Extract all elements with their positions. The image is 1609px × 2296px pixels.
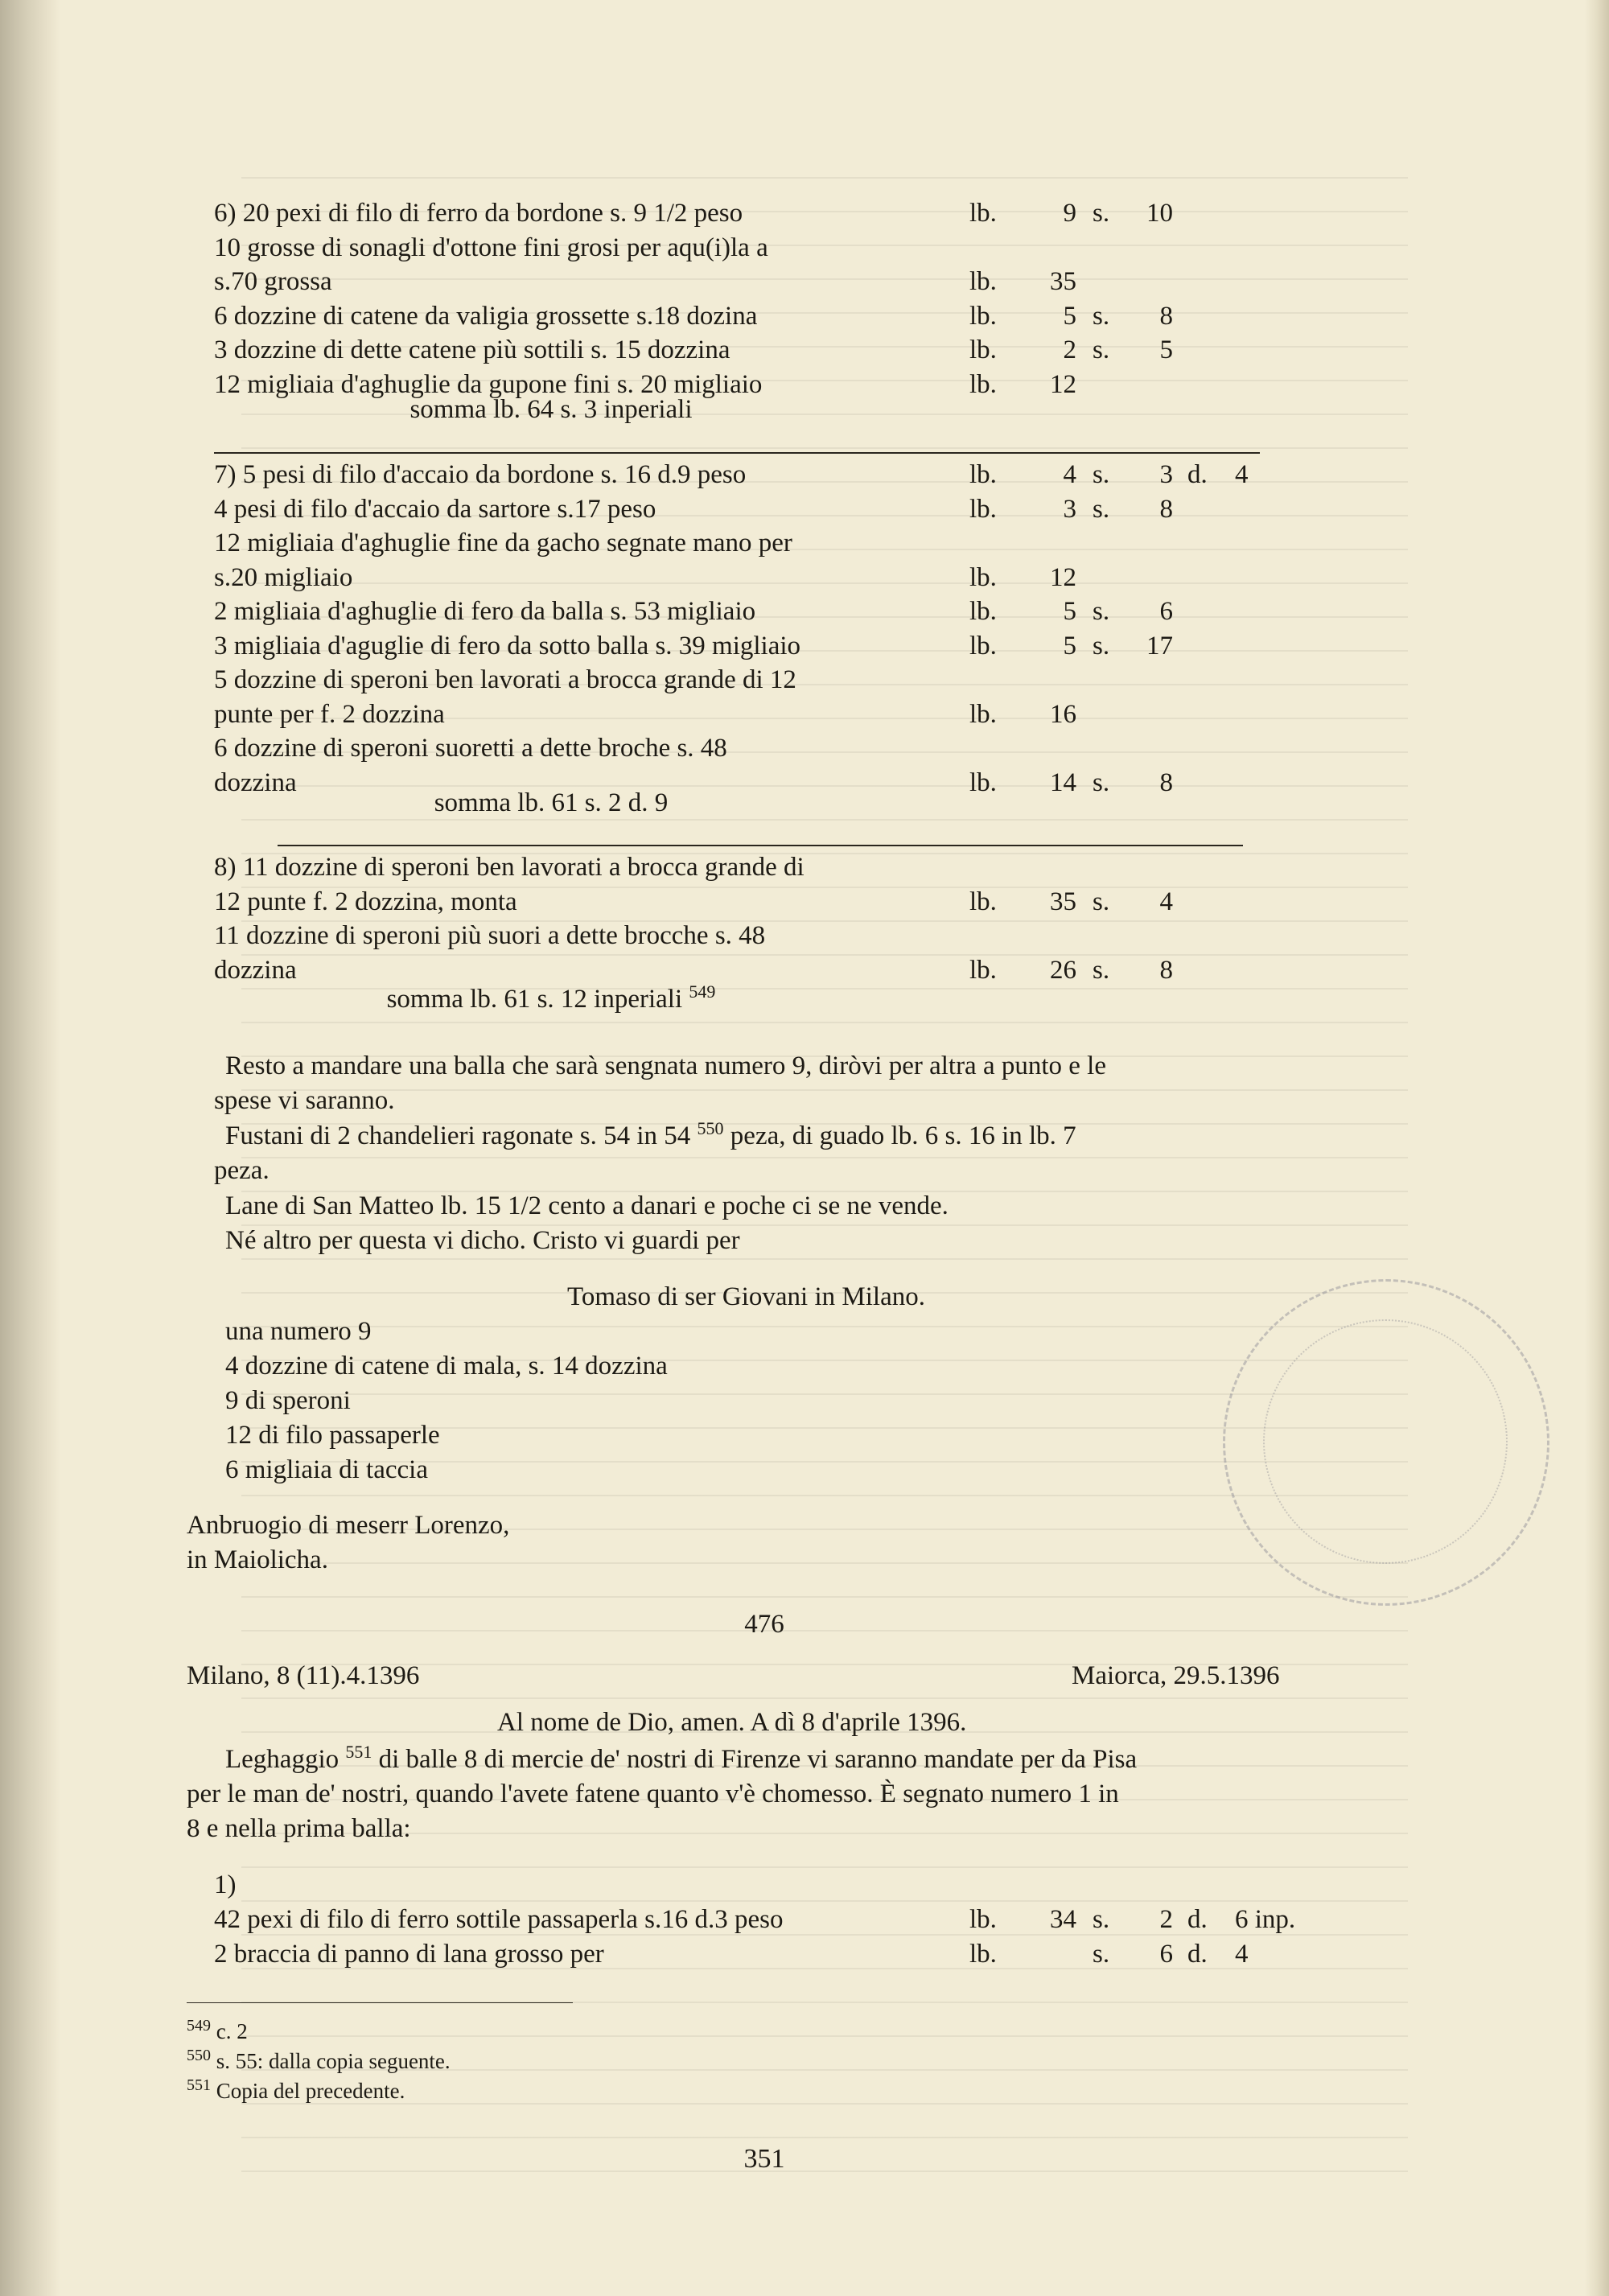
ledger-lire-value: 4 [1063, 460, 1076, 489]
ledger-lire-value: 5 [1063, 597, 1076, 626]
ledger-denari-value: 6 inp. [1235, 1905, 1296, 1934]
ledger-soldi-value: 2 [1159, 1905, 1173, 1934]
ledger-item-text: 12 migliaia d'aghuglie fine da gacho segnate mano per [214, 529, 792, 558]
ledger-soldi-value: 10 [1146, 199, 1173, 228]
ledger-item-text: 7) 5 pesi di filo d'accaio da bordone s. 16 d.9 peso [214, 460, 747, 489]
ledger-lire-value: 12 [1050, 369, 1076, 399]
enclosure-line: 6 migliaia di taccia [225, 1455, 428, 1484]
ledger-lb-label: lb. [969, 267, 997, 296]
ledger-row [0, 1937, 1529, 1971]
ledger-item-text: 6 dozzine di catene da valigia grossette s.18 dozina [214, 301, 758, 331]
ledger-soldi-value: 3 [1159, 460, 1173, 489]
ledger-row [0, 919, 1529, 953]
ledger-lb-label: lb. [969, 369, 997, 399]
ledger-lb-label: lb. [969, 955, 997, 985]
ledger-denari-value: 4 [1235, 460, 1249, 489]
ledger-item-text: s.70 grossa [214, 267, 332, 296]
ledger-item-text: 2 migliaia d'aghuglie di fero da balla s. 53 migliaio [214, 597, 756, 626]
ledger-row [0, 850, 1529, 884]
item-label: 1) [214, 1870, 237, 1899]
ledger-lire-value: 5 [1063, 631, 1076, 660]
ledger-s-label: s. [1093, 631, 1110, 660]
ledger-s-label: s. [1093, 955, 1110, 985]
ledger-lb-label: lb. [969, 301, 997, 331]
ledger-row [0, 196, 1529, 230]
ledger-item-text: 3 dozzine di dette catene più sottili s. 15 dozzina [214, 335, 730, 364]
ledger-soldi-value: 17 [1146, 631, 1173, 660]
ledger-row [0, 265, 1529, 298]
enclosure-line: 12 di filo passaperle [225, 1421, 440, 1450]
ledger-lire-value: 3 [1063, 494, 1076, 524]
section-7-total: somma lb. 61 s. 2 d. 9 [434, 788, 669, 817]
ledger-soldi-value: 5 [1159, 335, 1173, 364]
letter-body-line: per le man de' nostri, quando l'avete fatene quanto v'è chomesso. È segnato numero 1 in [187, 1780, 1119, 1808]
ledger-item-text: dozzina [214, 767, 297, 797]
enclosure-line: una numero 9 [225, 1317, 372, 1346]
section-6-total: somma lb. 64 s. 3 inperiali [409, 395, 693, 424]
letter-opening: Al nome de Dio, amen. A dì 8 d'aprile 1396. [497, 1708, 967, 1737]
section-8-total-text: somma lb. 61 s. 12 inperiali [386, 985, 683, 1014]
section-divider [214, 452, 1260, 454]
ledger-lb-label: lb. [969, 887, 997, 916]
ledger-soldi-value: 8 [1159, 301, 1173, 331]
ledger-lire-value: 2 [1063, 335, 1076, 364]
ledger-item-text: 42 pexi di filo di ferro sottile passaperla s.16 d.3 peso [214, 1905, 784, 1934]
ledger-lire-value: 16 [1050, 699, 1076, 729]
ledger-s-label: s. [1093, 887, 1110, 916]
footnote-ref[interactable]: 549 [689, 981, 716, 1002]
ledger-soldi-value: 8 [1159, 955, 1173, 985]
letter-signature: Tomaso di ser Giovani in Milano. [567, 1282, 925, 1311]
footnote-text: s. 55: dalla copia seguente. [216, 2049, 451, 2073]
ledger-row [0, 333, 1529, 367]
ledger-denari-value: 4 [1235, 1940, 1249, 1969]
ledger-row [0, 731, 1529, 765]
footnote-number: 551 [187, 2076, 211, 2094]
ledger-lire-value: 12 [1050, 562, 1076, 592]
ledger-lb-label: lb. [969, 1940, 997, 1969]
ledger-row [0, 231, 1529, 265]
ledger-lb-label: lb. [969, 199, 997, 228]
ledger-row [0, 526, 1529, 560]
letter-text: di balle 8 di mercie de' nostri di Firenze vi saranno mandate per da Pisa [378, 1745, 1138, 1774]
ledger-row [0, 561, 1529, 595]
ledger-item-text: 11 dozzine di speroni più suori a dette brocche s. 48 [214, 921, 766, 950]
ledger-row [0, 595, 1529, 628]
ledger-d-label: d. [1187, 1940, 1208, 1969]
ledger-lb-label: lb. [969, 631, 997, 660]
ledger-item-text: 10 grosse di sonagli d'ottone fini grosi per aqu(i)la a [214, 232, 768, 262]
address-line: Anbruogio di meserr Lorenzo, [187, 1511, 510, 1540]
ledger-item-text: 5 dozzine di speroni ben lavorati a brocca grande di 12 [214, 665, 796, 694]
ledger-lb-label: lb. [969, 597, 997, 626]
footnote-text: c. 2 [216, 2019, 248, 2043]
ledger-lb-label: lb. [969, 699, 997, 729]
ledger-lb-label: lb. [969, 562, 997, 592]
ledger-item-text: 6 dozzine di speroni suoretti a dette broche s. 48 [214, 734, 727, 763]
ledger-item-text: punte per f. 2 dozzina [214, 699, 445, 729]
ledger-soldi-value: 6 [1159, 1940, 1173, 1969]
ledger-lire-value: 35 [1050, 267, 1076, 296]
ledger-lb-label: lb. [969, 335, 997, 364]
ledger-s-label: s. [1093, 597, 1110, 626]
ledger-row [0, 629, 1529, 663]
ledger-soldi-value: 8 [1159, 767, 1173, 797]
ledger-item-text: 12 migliaia d'aghuglie da gupone fini s. 20 migliaio [214, 369, 763, 399]
ledger-lire-value: 26 [1050, 955, 1076, 985]
footnote [187, 2018, 248, 2045]
ledger-row [0, 697, 1529, 731]
letter-origin: Milano, 8 (11).4.1396 [187, 1661, 420, 1690]
paragraph-line: Né altro per questa vi dicho. Cristo vi guardi per [225, 1226, 740, 1255]
ledger-lb-label: lb. [969, 460, 997, 489]
footnote [187, 2077, 405, 2105]
letter-body-line: 8 e nella prima balla: [187, 1814, 411, 1843]
ledger-row [0, 458, 1529, 492]
ledger-lb-label: lb. [969, 1905, 997, 1934]
ledger-d-label: d. [1187, 1905, 1208, 1934]
letter-number: 476 [744, 1610, 784, 1639]
paragraph-text: peza, di guado lb. 6 s. 16 in lb. 7 [730, 1121, 1076, 1150]
ledger-item-text: s.20 migliaio [214, 562, 353, 592]
ledger-item-text: 12 punte f. 2 dozzina, monta [214, 887, 517, 916]
ledger-row [0, 299, 1529, 333]
ledger-item-text: 2 braccia di panno di lana grosso per [214, 1940, 604, 1969]
ledger-item-text: 3 migliaia d'aguglie di fero da sotto balla s. 39 migliaio [214, 631, 801, 660]
address-line: in Maiolicha. [187, 1545, 328, 1574]
ledger-d-label: d. [1187, 460, 1208, 489]
paragraph-text: Fustani di 2 chandelieri ragonate s. 54 in 54 [225, 1121, 691, 1150]
footnote-ref[interactable]: 550 [697, 1118, 724, 1138]
paragraph-line: Lane di San Matteo lb. 15 1/2 cento a danari e poche ci se ne vende. [225, 1191, 949, 1220]
ledger-row [0, 492, 1529, 526]
footnote-divider [187, 2002, 573, 2003]
ledger-soldi-value: 8 [1159, 494, 1173, 524]
enclosure-line: 4 dozzine di catene di mala, s. 14 dozzina [225, 1352, 668, 1380]
ledger-s-label: s. [1093, 335, 1110, 364]
ledger-lire-value: 35 [1050, 887, 1076, 916]
ledger-s-label: s. [1093, 767, 1110, 797]
page-number: 351 [743, 2144, 785, 2174]
footnote-number: 550 [187, 2047, 211, 2064]
footnote-ref[interactable]: 551 [345, 1742, 372, 1762]
footnote-number: 549 [187, 2017, 211, 2035]
ledger-s-label: s. [1093, 1940, 1110, 1969]
paragraph-line: peza. [214, 1156, 270, 1185]
ledger-item-text: 8) 11 dozzine di speroni ben lavorati a brocca grande di [214, 853, 804, 882]
section-8-total [0, 982, 1102, 1016]
letter-text: Leghaggio [225, 1745, 339, 1774]
ledger-s-label: s. [1093, 199, 1110, 228]
letter-destination: Maiorca, 29.5.1396 [1072, 1661, 1280, 1690]
ledger-soldi-value: 6 [1159, 597, 1173, 626]
paragraph-line: spese vi saranno. [214, 1086, 395, 1115]
ledger-s-label: s. [1093, 1905, 1110, 1934]
enclosure-line: 9 di speroni [225, 1386, 351, 1415]
ledger-lire-value: 9 [1063, 199, 1076, 228]
ledger-item-text: 4 pesi di filo d'accaio da sartore s.17 peso [214, 494, 656, 524]
footnote [187, 2047, 451, 2075]
paragraph-line: Resto a mandare una balla che sarà sengnata numero 9, diròvi per altra a punto e le [225, 1051, 1106, 1080]
ledger-s-label: s. [1093, 494, 1110, 524]
paragraph-line [225, 1119, 1076, 1153]
ledger-lb-label: lb. [969, 767, 997, 797]
ledger-item-text: 6) 20 pexi di filo di ferro da bordone s. 9 1/2 peso [214, 199, 743, 228]
footnote-text: Copia del precedente. [216, 2079, 405, 2103]
ledger-row [0, 663, 1529, 697]
ledger-row [0, 1903, 1529, 1936]
ledger-soldi-value: 4 [1159, 887, 1173, 916]
ledger-s-label: s. [1093, 301, 1110, 331]
ledger-row [0, 885, 1529, 919]
section-divider [278, 845, 1243, 846]
ledger-lire-value: 5 [1063, 301, 1076, 331]
ledger-lire-value: 34 [1050, 1905, 1076, 1934]
ledger-lire-value: 14 [1050, 767, 1076, 797]
ledger-item-text: dozzina [214, 955, 297, 985]
letter-body-line [225, 1743, 1137, 1776]
ledger-s-label: s. [1093, 460, 1110, 489]
ledger-lb-label: lb. [969, 494, 997, 524]
